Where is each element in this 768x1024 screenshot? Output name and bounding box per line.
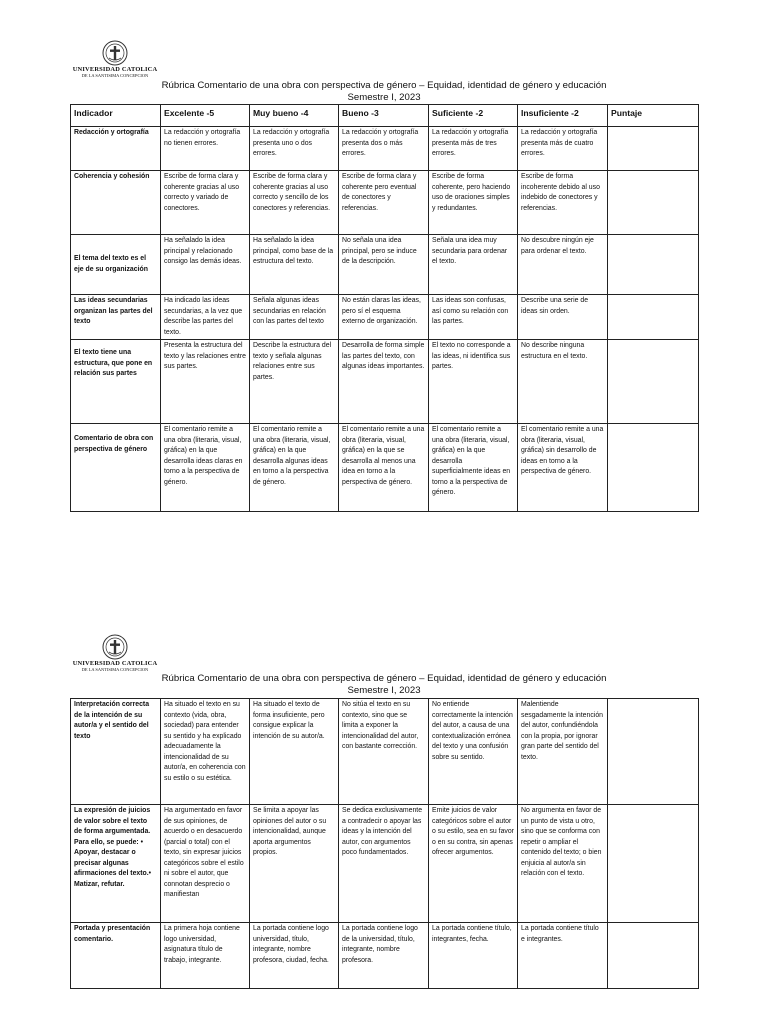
rubric-table-2 xyxy=(70,698,699,989)
cell-insuficiente: No describe ninguna estructura en el texto. xyxy=(518,340,608,424)
cell-bueno: Desarrolla de forma simple las partes del texto, con algunas ideas importantes. xyxy=(339,340,429,424)
cell-insuficiente: Malentiende sesgadamente la intención del autor, confundiéndola con la propia, por ignorar gran parte del sentido del texto. xyxy=(518,699,608,805)
cell-suficiente: El comentario remite a una obra (literaria, visual, gráfica) en la que desarrolla superficialmente ideas en torno a la perspectiva de género. xyxy=(429,424,518,512)
cell-suficiente: No entiende correctamente la intención del autor, a causa de una contextualización errónea del texto y una confusión sobre su sentido. xyxy=(429,699,518,805)
cell-insuficiente: No argumenta en favor de un punto de vista u otro, sino que se conforma con repetir o ampliar el contenido del texto; o bien enjuicia al autor/a sin relación con el texto. xyxy=(518,805,608,923)
row-indicator: Redacción y ortografía xyxy=(71,127,161,171)
cell-bueno: La redacción y ortografía presenta dos o más errores. xyxy=(339,127,429,171)
cell-bueno: El comentario remite a una obra (literaria, visual, gráfica) en la que se desarrolla al menos una idea en torno a la perspectiva de género. xyxy=(339,424,429,512)
header-bueno: Bueno -3 xyxy=(339,105,429,127)
cell-muy-bueno: Se limita a apoyar las opiniones del autor o su intencionalidad, aunque aporta argumentos propios. xyxy=(250,805,339,923)
cell-suficiente: Las ideas son confusas, así como su relación con las partes. xyxy=(429,295,518,340)
university-subname: DE LA SANTISIMA CONCEPCION xyxy=(81,667,149,672)
row-indicator: Interpretación correcta de la intención de su autor/a y el sentido del texto xyxy=(71,699,161,805)
title-line-2: Semestre I, 2023 xyxy=(347,685,421,696)
cell-suficiente: La portada contiene título, integrantes, fecha. xyxy=(429,923,518,989)
header-suficiente: Suficiente -2 xyxy=(429,105,518,127)
cell-excelente: Presenta la estructura del texto y las relaciones entre sus partes. xyxy=(161,340,250,424)
cell-muy-bueno: El comentario remite a una obra (literaria, visual, gráfica) en la que desarrolla algunas ideas en torno a la perspectiva de género. xyxy=(250,424,339,512)
cell-suficiente: Escribe de forma coherente, pero haciendo uso de oraciones simples y redundantes. xyxy=(429,171,518,235)
university-name: UNIVERSIDAD CATOLICA xyxy=(72,660,158,667)
row-indicator: Coherencia y cohesión xyxy=(71,171,161,235)
row-indicator-text: El texto tiene una estructura, que pone en relación sus partes xyxy=(74,349,153,377)
university-subname: DE LA SANTISIMA CONCEPCION xyxy=(81,73,149,78)
cell-bueno: No señala una idea principal, pero se induce de la descripción. xyxy=(339,235,429,295)
document-title xyxy=(0,673,768,697)
cell-insuficiente: La portada contiene título e integrantes. xyxy=(518,923,608,989)
cell-excelente: La redacción y ortografía no tienen errores. xyxy=(161,127,250,171)
table-row xyxy=(71,923,699,989)
cell-suficiente: Señala una idea muy secundaria para ordenar el texto. xyxy=(429,235,518,295)
cell-bueno: No sitúa el texto en su contexto, sino que se limita a exponer la intencionalidad del autor, con bastante corrección. xyxy=(339,699,429,805)
cell-insuficiente: No descubre ningún eje para ordenar el texto. xyxy=(518,235,608,295)
header-indicator: Indicador xyxy=(71,105,161,127)
row-indicator: La expresión de juicios de valor sobre el texto de forma argumentada. Para ello, se puede: • Apoyar, destacar o precisar algunas afirmaciones del texto.• Matizar, refutar. xyxy=(71,805,161,923)
cell-bueno: No están claras las ideas, pero sí el esquema externo de organización. xyxy=(339,295,429,340)
cell-muy-bueno: Ha señalado la idea principal, como base de la estructura del texto. xyxy=(250,235,339,295)
cell-muy-bueno: Ha situado el texto de forma insuficiente, pero consigue explicar la intención de su autor/a. xyxy=(250,699,339,805)
cell-puntaje xyxy=(608,923,699,989)
cell-excelente: Ha argumentado en favor de sus opiniones, de acuerdo o en desacuerdo (parcial o total) con el texto, sin expresar juicios categóricos sobre el estilo ni sobre el autor, que connotan desprecio o manifiestan xyxy=(161,805,250,923)
cell-suficiente: El texto no corresponde a las ideas, ni identifica sus partes. xyxy=(429,340,518,424)
cell-excelente: La primera hoja contiene logo universidad, asignatura título de trabajo, integrante. xyxy=(161,923,250,989)
cell-muy-bueno: La portada contiene logo universidad, título, integrante, nombre profesora, ciudad, fecha. xyxy=(250,923,339,989)
cell-bueno: Se dedica exclusivamente a contradecir o apoyar las ideas y la intención del autor, con argumentos poco fundamentados. xyxy=(339,805,429,923)
cell-bueno: La portada contiene logo de la universidad, título, integrante, nombre profesora. xyxy=(339,923,429,989)
header-muy-bueno: Muy bueno -4 xyxy=(250,105,339,127)
cell-excelente: Ha señalado la idea principal y relacionado consigo las demás ideas. xyxy=(161,235,250,295)
row-indicator: Portada y presentación comentario. xyxy=(71,923,161,989)
cell-puntaje xyxy=(608,805,699,923)
cell-muy-bueno: Señala algunas ideas secundarias en relación con las partes del texto xyxy=(250,295,339,340)
cell-muy-bueno: Escribe de forma clara y coherente gracias al uso correcto y sencillo de los conectores y referencias. xyxy=(250,171,339,235)
cell-suficiente: Emite juicios de valor categóricos sobre el autor o su estilo, sea en su favor o en su contra, sin apenas ofrecer argumentos. xyxy=(429,805,518,923)
header-excelente: Excelente -5 xyxy=(161,105,250,127)
cell-insuficiente: La redacción y ortografía presenta más de cuatro errores. xyxy=(518,127,608,171)
cell-insuficiente: Escribe de forma incoherente debido al uso indebido de conectores y referencias. xyxy=(518,171,608,235)
cell-excelente: Escribe de forma clara y coherente gracias al uso correcto y variado de conectores. xyxy=(161,171,250,235)
title-line-1: Rúbrica Comentario de una obra con perspectiva de género – Equidad, identidad de género y educación xyxy=(161,673,607,684)
university-name: UNIVERSIDAD CATOLICA xyxy=(72,66,158,73)
table-row xyxy=(71,699,699,805)
cell-suficiente: La redacción y ortografía presenta más de tres errores. xyxy=(429,127,518,171)
cell-insuficiente: El comentario remite a una obra (literaria, visual, gráfica) sin desarrollo de ideas en torno a la perspectiva de género. xyxy=(518,424,608,512)
cell-excelente: Ha situado el texto en su contexto (vida, obra, sociedad) para entender su sentido y ha explicado adecuadamente la intencionalidad de su autor/a, en coherencia con su estilo o su estética. xyxy=(161,699,250,805)
cell-muy-bueno: Describe la estructura del texto y señala algunas relaciones entre sus partes. xyxy=(250,340,339,424)
university-logo xyxy=(70,634,160,672)
cell-muy-bueno: La redacción y ortografía presenta uno o dos errores. xyxy=(250,127,339,171)
row-indicator-text: El tema del texto es el eje de su organización xyxy=(74,255,148,273)
row-indicator-text: Comentario de obra con perspectiva de género xyxy=(74,435,154,453)
header-insuficiente: Insuficiente -2 xyxy=(518,105,608,127)
table-row xyxy=(71,805,699,923)
cell-puntaje xyxy=(608,699,699,805)
cell-insuficiente: Describe una serie de ideas sin orden. xyxy=(518,295,608,340)
title-line-2: Semestre I, 2023 xyxy=(347,92,421,103)
university-seal-icon xyxy=(102,634,128,660)
cell-bueno: Escribe de forma clara y coherente pero eventual de conectores y referencias. xyxy=(339,171,429,235)
row-indicator: Las ideas secundarias organizan las partes del texto xyxy=(71,295,161,340)
header-puntaje: Puntaje xyxy=(608,105,699,127)
cell-excelente: Ha indicado las ideas secundarias, a la vez que describe las partes del texto. xyxy=(161,295,250,340)
cell-excelente: El comentario remite a una obra (literaria, visual, gráfica) en la que desarrolla ideas claras en torno a la perspectiva de género. xyxy=(161,424,250,512)
title-line-1: Rúbrica Comentario de una obra con perspectiva de género – Equidad, identidad de género y educación xyxy=(161,80,607,91)
